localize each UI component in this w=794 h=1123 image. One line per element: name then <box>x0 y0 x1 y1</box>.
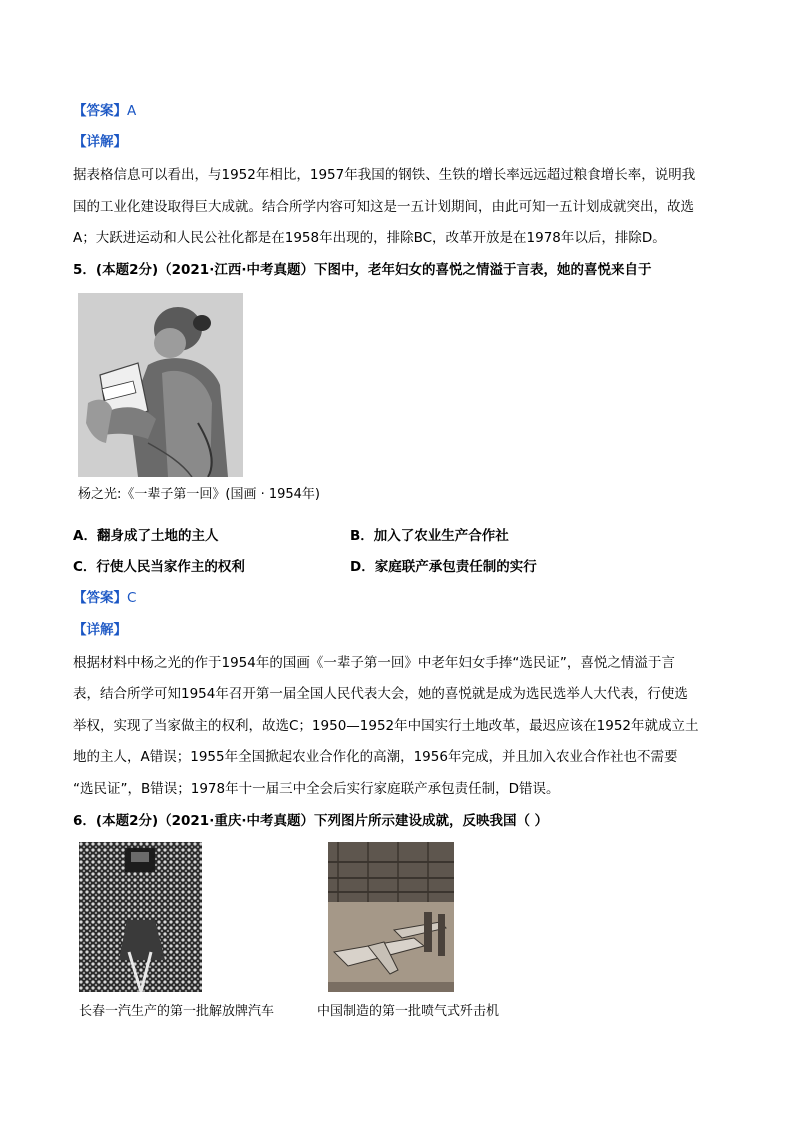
photo-jet-fighters <box>328 842 454 992</box>
q5-detail-line-1: 根据材料中杨之光的作于1954年的国画《一辈子第一回》中老年妇女手捧“选民证”，喜悦之情溢于言 <box>73 655 675 671</box>
answer-value: C <box>127 590 137 606</box>
q5-option-d: D．家庭联产承包责任制的实行 <box>350 559 537 575</box>
photo-jiefang-trucks <box>79 842 202 992</box>
q4-detail-line-1: 据表格信息可以看出，与1952年相比，1957年我国的钢铁、生铁的增长率远远超过粮食增长率，说明我 <box>73 167 696 183</box>
q5-answer <box>73 590 733 606</box>
q5-stem: 5．(本题2分)（2021·江西·中考真题）下图中，老年妇女的喜悦之情溢于言表，她的喜悦来自于 <box>73 262 652 278</box>
q4-detail-tag: 【详解】 <box>73 134 127 150</box>
q4-detail-line-3: A；大跃进运动和人民公社化都是在1958年出现的，排除BC，改革开放是在1978年以后，排除D。 <box>73 230 666 246</box>
q6-figure1-caption: 长春一汽生产的第一批解放牌汽车 <box>79 1004 275 1019</box>
q4-detail-line-2: 国的工业化建设取得巨大成就。结合所学内容可知这是一五计划期间，由此可知一五计划成就突出，故选 <box>73 199 694 215</box>
q5-option-b: B．加入了农业生产合作社 <box>350 528 509 544</box>
answer-tag: 【答案】 <box>73 590 127 606</box>
answer-tag: 【答案】 <box>73 103 127 119</box>
q5-option-a: A．翻身成了土地的主人 <box>73 528 219 544</box>
q5-figure-caption: 杨之光:《一辈子第一回》(国画 · 1954年) <box>78 487 321 502</box>
painting-elderly-woman <box>78 293 243 477</box>
q5-detail-line-5: “选民证”，B错误；1978年十一届三中全会后实行家庭联产承包责任制，D错误。 <box>73 781 560 797</box>
q5-detail-line-2: 表，结合所学可知1954年召开第一届全国人民代表大会，她的喜悦就是成为选民选举人大代表，行使选 <box>73 686 688 702</box>
answer-value: A <box>127 103 137 119</box>
q5-detail-line-3: 举权，实现了当家做主的权利，故选C；1950—1952年中国实行土地改革，最迟应该在1952年就成立土 <box>73 718 699 734</box>
q5-option-c: C．行使人民当家作主的权利 <box>73 559 245 575</box>
q5-detail-line-4: 地的主人，A错误；1955年全国掀起农业合作化的高潮，1956年完成，并且加入农业合作社也不需要 <box>73 749 678 765</box>
q6-figure2-caption: 中国制造的第一批喷气式歼击机 <box>317 1004 500 1019</box>
q6-stem: 6．(本题2分)（2021·重庆·中考真题）下列图片所示建设成就，反映我国（ ） <box>73 813 549 829</box>
q4-answer <box>73 103 733 119</box>
q5-detail-tag: 【详解】 <box>73 622 127 638</box>
